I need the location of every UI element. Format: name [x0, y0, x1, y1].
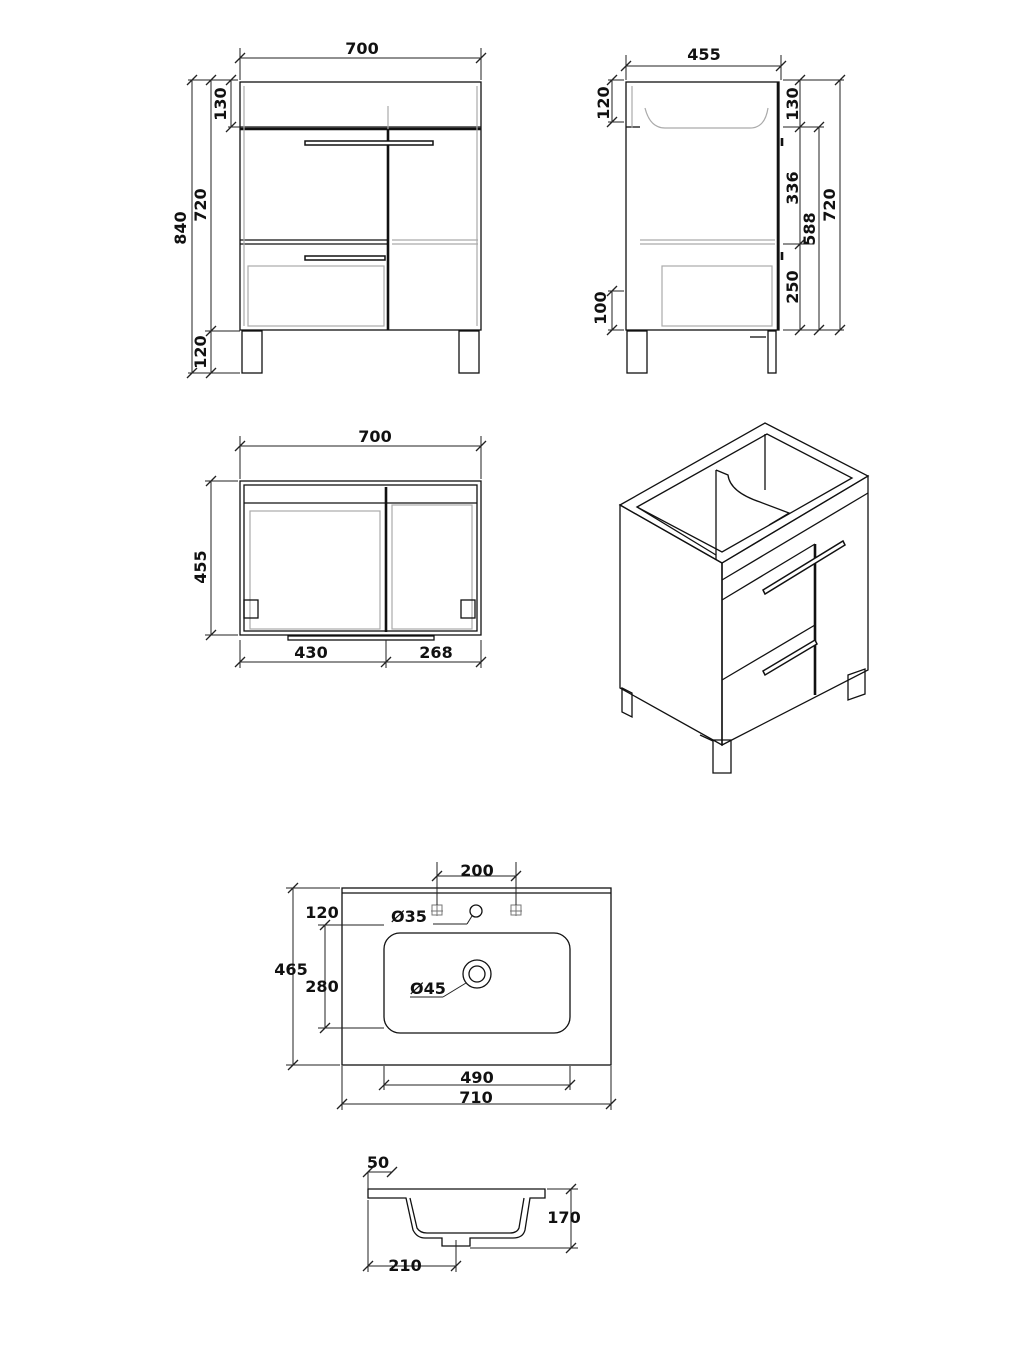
side-hidden-drawer [662, 266, 772, 326]
side-depth-label: 455 [687, 45, 721, 64]
top-width-label: 700 [358, 427, 392, 446]
front-total-height-label: 840 [171, 211, 190, 245]
bowl-width-label: 490 [460, 1068, 494, 1087]
basin-top-view [274, 861, 616, 1110]
top-depth-label: 455 [191, 550, 210, 584]
top-right-section-label: 268 [419, 643, 453, 662]
tap-hole-label: Ø35 [391, 907, 427, 926]
top-left-section-label: 430 [294, 643, 328, 662]
iso-top-rim [620, 423, 868, 563]
side-view [591, 45, 845, 373]
drain-offset-label: 210 [388, 1256, 422, 1275]
front-body-height-label: 720 [191, 188, 210, 222]
tap-spacing-label: 200 [460, 861, 494, 880]
drain-label: Ø45 [410, 979, 446, 998]
dimension-front-width [235, 39, 486, 80]
iso-front-face [722, 476, 868, 745]
dimension-section [363, 1153, 581, 1275]
basin-section [363, 1153, 581, 1275]
iso-leg-right [848, 669, 865, 700]
front-cabinet-outline [240, 82, 481, 330]
top-handle [288, 636, 434, 640]
rim-label: 50 [366, 1153, 390, 1172]
side-front-leg [768, 331, 776, 373]
front-top-handle [305, 141, 433, 145]
bowl-depth-label: 280 [305, 977, 339, 996]
top-view [191, 427, 486, 668]
side-top-left-label: 120 [594, 86, 613, 120]
side-top-right-label: 130 [783, 87, 802, 121]
side-body-label: 720 [820, 188, 839, 222]
side-back-leg [627, 331, 647, 373]
dimension-side-heights [591, 75, 845, 335]
front-hidden-drawer [248, 266, 384, 326]
front-leg-height-label: 120 [191, 335, 210, 369]
section-height-label: 170 [547, 1208, 581, 1227]
front-left-leg [242, 331, 262, 373]
top-left-hinge [244, 600, 258, 618]
basin-inner-profile [410, 1198, 524, 1233]
dimension-side-depth [621, 45, 786, 80]
basin-depth-label: 465 [274, 960, 308, 979]
front-top-height-label: 130 [211, 87, 230, 121]
side-lower-label: 250 [783, 270, 802, 304]
top-right-hinge [461, 600, 475, 618]
tap-knockout-marks [431, 904, 522, 916]
front-view [171, 39, 486, 378]
iso-partition [716, 470, 789, 525]
dimension-top [191, 427, 486, 668]
drain-outer-icon [463, 960, 491, 988]
tap-hole-icon [470, 905, 482, 917]
dimension-front-heights [171, 75, 240, 378]
isometric-view [620, 423, 868, 773]
front-width-label: 700 [345, 39, 379, 58]
front-drawer-handle [305, 256, 385, 260]
iso-bottom-handle [763, 640, 817, 675]
side-drawers-label: 588 [800, 212, 819, 246]
side-upper-label: 336 [783, 171, 802, 205]
drain-inner-icon [469, 966, 485, 982]
top-cabinet-outline [240, 481, 481, 635]
iso-side-panel [620, 505, 722, 745]
side-basin-profile [632, 86, 768, 128]
basin-width-label: 710 [459, 1088, 493, 1107]
basin-profile [368, 1189, 545, 1246]
front-right-leg [459, 331, 479, 373]
edge-to-hole-label: 120 [305, 903, 339, 922]
side-plinth-label: 100 [591, 291, 610, 325]
